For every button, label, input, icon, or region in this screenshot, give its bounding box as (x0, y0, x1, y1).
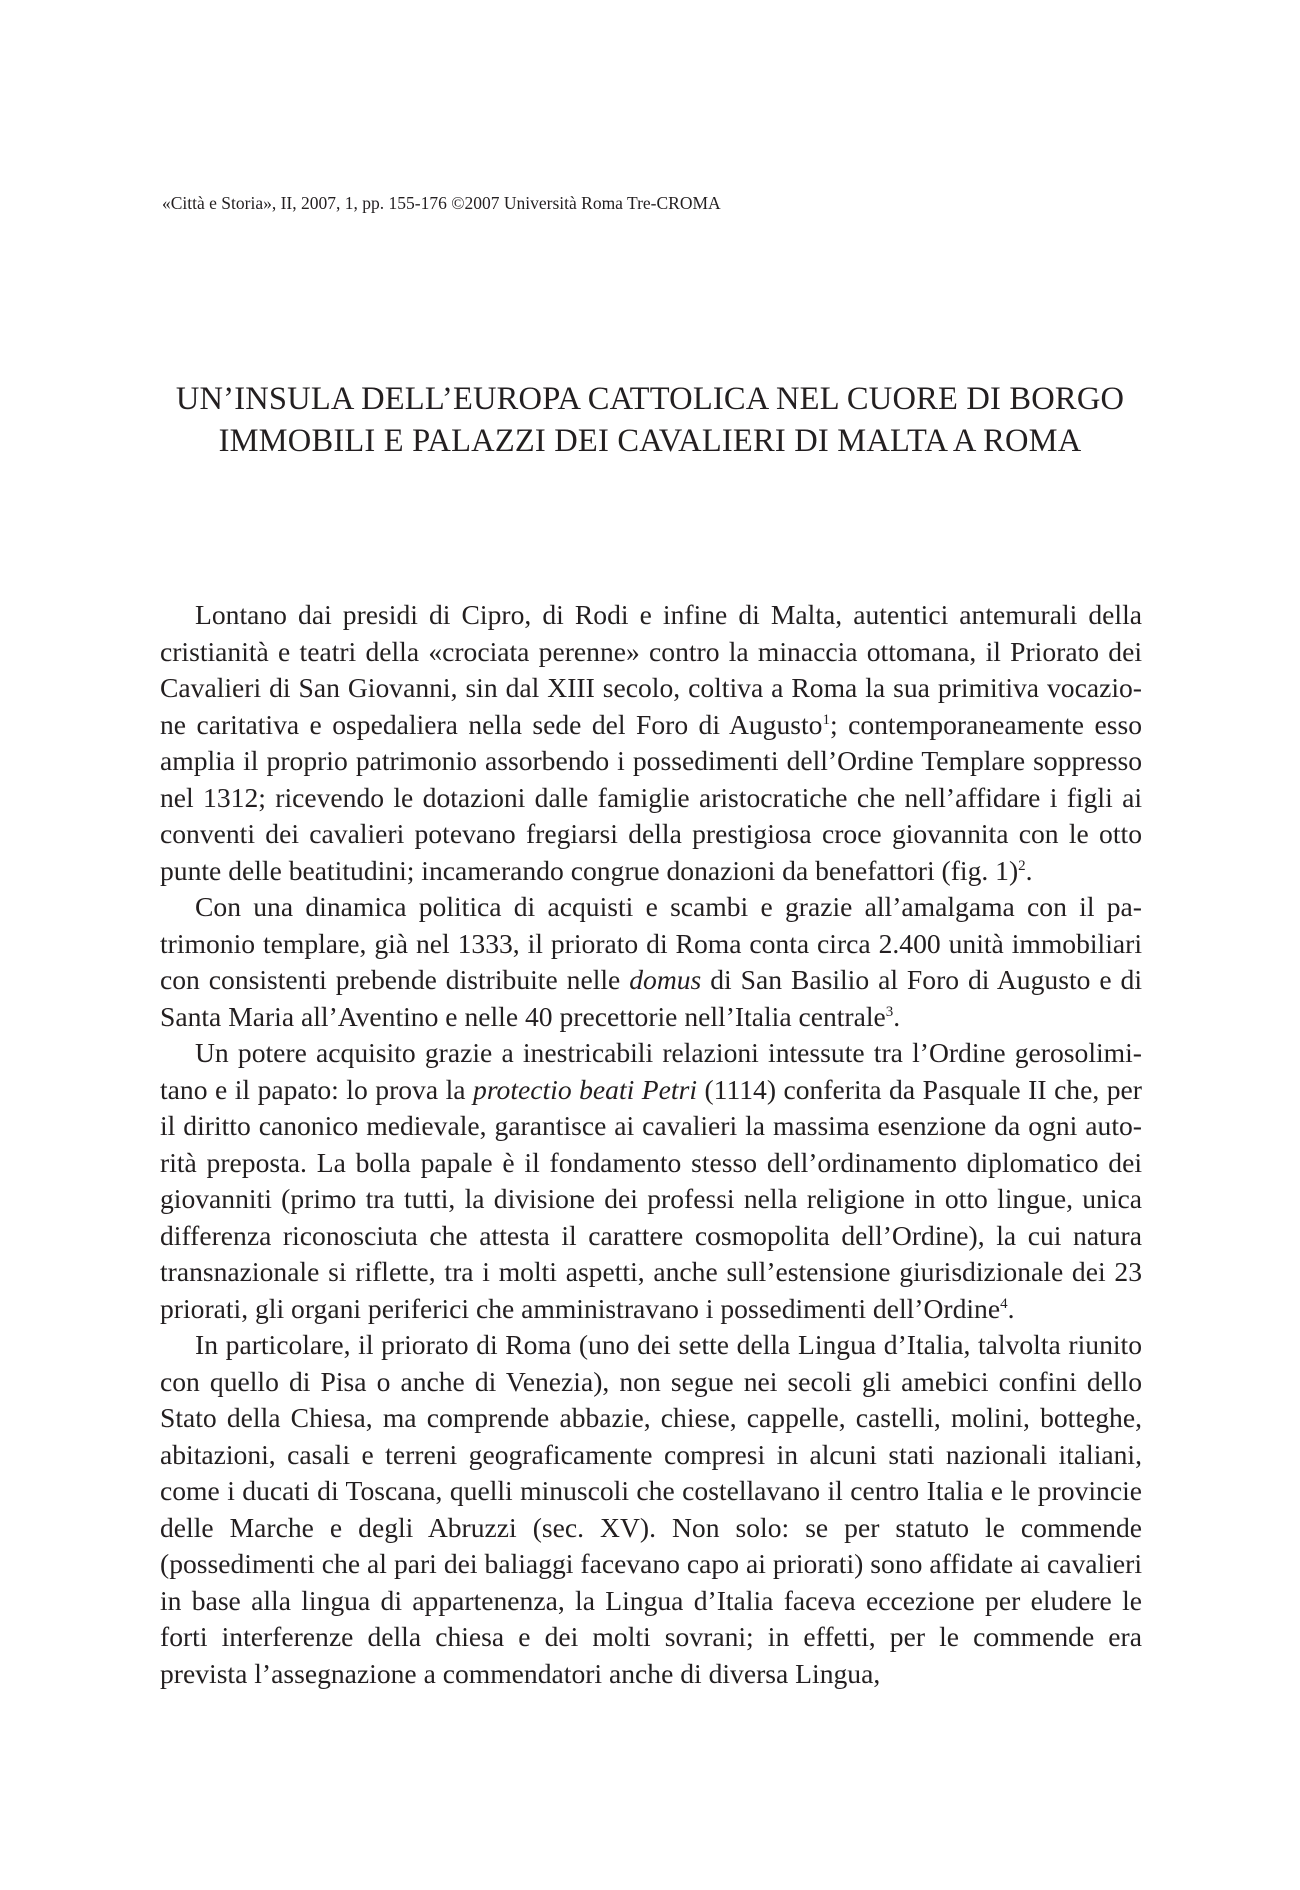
paragraph-2 (160, 889, 1142, 1035)
paragraph-text: . (1007, 1292, 1015, 1324)
title-line-2: IMMOBILI E PALAZZI DEI CAVALIERI DI MALTA A ROMA (218, 423, 1082, 459)
paragraph-text: . (1025, 854, 1033, 886)
paragraph-text: (1114) conferita da Pasquale II che, per il diritto canonico medievale, garantisce ai cavalieri la massima esenzione da ogni autorità preposta. La bolla papale è il fondamento stesso dell’ordinamento diplomatico dei giovanniti (primo tra tutti, la divisione dei professi nella religione in otto lingue, unica differenza riconosciuta che attesta il carattere cosmopolita dell’Ordine), la cui natura transnazionale si riflette, tra i molti aspetti, anche sull’estensione giurisdizionale dei 23 priorati, gli organi periferici che amministravano i possedimenti dell’Ordine (160, 1073, 1142, 1324)
paragraph-text: In particolare, il priorato di Roma (uno dei sette della Lingua d’Italia, talvolta riunito con quello di Pisa o anche di Venezia), non segue nei secoli gli amebici confini dello Stato della Chiesa, ma comprende abbazie, chiese, cappelle, castelli, molini, botteghe, abitazioni, casali e terreni geograficamente compresi in alcuni stati nazionali italiani, come i ducati di Toscana, quelli minuscoli che costellavano il centro Italia e le provincie delle Marche e degli Abruzzi (sec. XV). Non solo: se per statuto le commende (possedimenti che al pari dei baliaggi facevano capo ai priorati) sono affidate ai cavalieri in base alla lingua di appartenenza, la Lingua d’Italia faceva eccezione per eludere le forti interferenze della chiesa e dei molti sovrani; in effetti, per le commende era prevista l’assegnazione a commendatori anche di diversa Lingua, (160, 1329, 1142, 1689)
paragraph-text: Con una dinamica politica di acquisti e scambi e grazie all’amalgama con il patrimonio templare, già nel 1333, il priorato di Roma conta circa 2.400 unità immobiliari con consistenti prebende distribuite nelle (160, 891, 1142, 995)
paragraph-text: . (893, 1000, 901, 1032)
footnote-ref-1[interactable]: 1 (822, 711, 830, 728)
title-line-1: UN’INSULA DELL’EUROPA CATTOLICA NEL CUORE DI BORGO (175, 381, 1125, 417)
italic-term: domus (629, 964, 702, 995)
paragraph-text: di San Basilio al Foro di Augusto e di Santa Maria all’Aventino e nelle 40 precettorie nell’Italia centrale (160, 964, 1142, 1032)
paragraph-text: Un potere acquisito grazie a inestricabili relazioni intessute tra l’Ordine gerosolimitano e il papato: lo prova la (160, 1037, 1142, 1105)
article-title (150, 378, 1150, 462)
paragraph-3 (160, 1035, 1142, 1327)
article-body (160, 597, 1142, 1692)
running-head: «Città e Storia», II, 2007, 1, pp. 155-176 ©2007 Università Roma Tre-CROMA (162, 193, 721, 213)
footnote-ref-4[interactable]: 4 (1000, 1295, 1008, 1312)
paragraph-text: Lontano dai presidi di Cipro, di Rodi e infine di Malta, autentici antemurali della cristianità e teatri della «crociata perenne» contro la minaccia ottomana, il Priorato dei Cavalieri di San Giovanni, sin dal XIII secolo, coltiva a Roma la sua primitiva vocazione caritativa e ospedaliera nella sede del Foro di Augusto (160, 599, 1142, 740)
paragraph-4 (160, 1327, 1142, 1692)
paragraph-1 (160, 597, 1142, 889)
italic-term: protectio beati Petri (473, 1073, 697, 1105)
footnote-ref-2[interactable]: 2 (1018, 857, 1026, 874)
footnote-ref-3[interactable]: 3 (885, 1003, 894, 1020)
paragraph-text: ; contemporaneamente esso amplia il proprio patrimonio assorbendo i possedimenti dell’Ordine Templare soppresso nel 1312; ricevendo le dotazioni dalle famiglie aristocratiche che nell’affidare i figli ai conventi dei cavalieri potevano fregiarsi della prestigiosa croce giovannita con le otto punte delle beatitudini; incamerando congrue donazioni da benefattori (fig. 1) (160, 708, 1142, 886)
